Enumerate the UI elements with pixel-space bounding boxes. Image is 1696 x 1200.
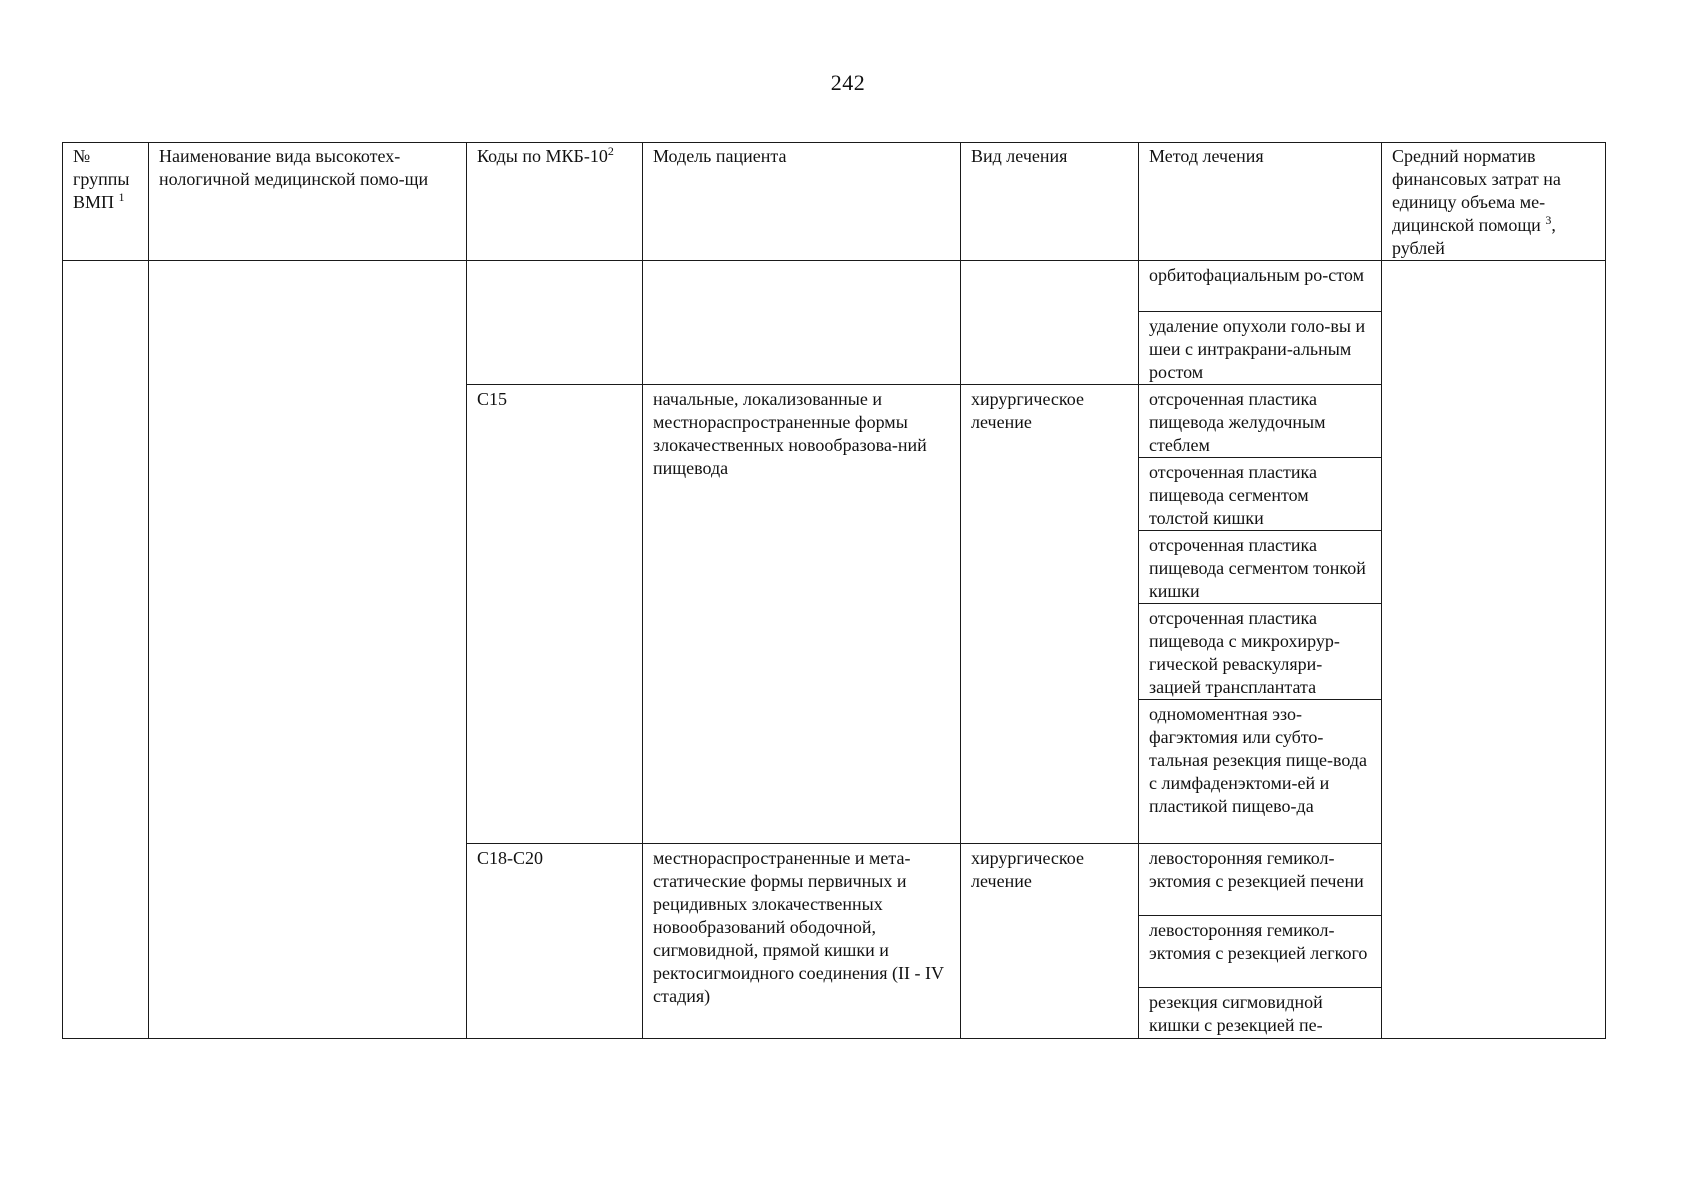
vmp-table xyxy=(62,142,1606,1039)
cell-treatment-method: одномоментная эзо-фагэктомия или субто-тальная резекция пище-вода с лимфаденэктоми-ей и пластикой пищево-да xyxy=(1139,700,1382,844)
cell-patient-model: местнораспространенные и мета-статические формы первичных и рецидивных злокачественных новообразований ободочной, сигмовидной, прямой кишки и ректосигмоидного соединения (II - IV стадия) xyxy=(643,844,961,1039)
cell-treatment-method: удаление опухоли голо-вы и шеи с интракрани-альным ростом xyxy=(1139,312,1382,385)
table-header-row xyxy=(63,143,1606,261)
cell-treatment-method: левосторонняя гемикол-эктомия с резекцией легкого xyxy=(1139,916,1382,988)
cell-treatment-method: отсроченная пластика пищевода желудочным стеблем xyxy=(1139,385,1382,458)
cell-icd-code: C18-C20 xyxy=(467,844,643,1039)
cell-treatment-method: резекция сигмовидной кишки с резекцией пе- xyxy=(1139,988,1382,1039)
header-treatment-type: Вид лечения xyxy=(961,143,1139,261)
header-group-number-text: № группы ВМП xyxy=(73,146,130,212)
cell-care-name xyxy=(149,261,467,1039)
header-cost-standard-text: Средний норматив финансовых затрат на единицу объема ме-дицинской помощи xyxy=(1392,146,1561,235)
cell-treatment-type xyxy=(961,261,1139,385)
page-number: 242 xyxy=(830,70,866,95)
footnote-marker-2: 2 xyxy=(607,144,614,158)
cell-treatment-type: хирургическое лечение xyxy=(961,385,1139,844)
cell-treatment-method: отсроченная пластика пищевода с микрохирур-гической реваскуляри-зацией трансплантата xyxy=(1139,604,1382,700)
cell-treatment-type: хирургическое лечение xyxy=(961,844,1139,1039)
footnote-marker-3: 3 xyxy=(1545,213,1552,227)
cell-patient-model xyxy=(643,261,961,385)
cell-icd-code: C15 xyxy=(467,385,643,844)
cell-treatment-method: отсроченная пластика пищевода сегментом толстой кишки xyxy=(1139,458,1382,531)
cell-group-number xyxy=(63,261,149,1039)
header-care-name: Наименование вида высокотех-нологичной медицинской помо-щи xyxy=(149,143,467,261)
cell-treatment-method: отсроченная пластика пищевода сегментом тонкой кишки xyxy=(1139,531,1382,604)
cell-treatment-method: орбитофациальным ро-стом xyxy=(1139,261,1382,312)
header-cost-standard-tail: , рублей xyxy=(1392,215,1556,258)
cell-treatment-method: левосторонняя гемикол-эктомия с резекцией печени xyxy=(1139,844,1382,916)
header-patient-model: Модель пациента xyxy=(643,143,961,261)
header-treatment-method: Метод лечения xyxy=(1139,143,1382,261)
header-group-number xyxy=(63,143,149,261)
header-icd-codes xyxy=(467,143,643,261)
footnote-marker-1: 1 xyxy=(118,190,125,204)
table-row xyxy=(63,261,1606,312)
cell-icd-code xyxy=(467,261,643,385)
cell-cost-standard xyxy=(1382,261,1606,1039)
header-cost-standard xyxy=(1382,143,1606,261)
cell-patient-model: начальные, локализованные и местнораспространенные формы злокачественных новообразова-ний пищевода xyxy=(643,385,961,844)
header-icd-codes-text: Коды по МКБ-10 xyxy=(477,146,608,166)
